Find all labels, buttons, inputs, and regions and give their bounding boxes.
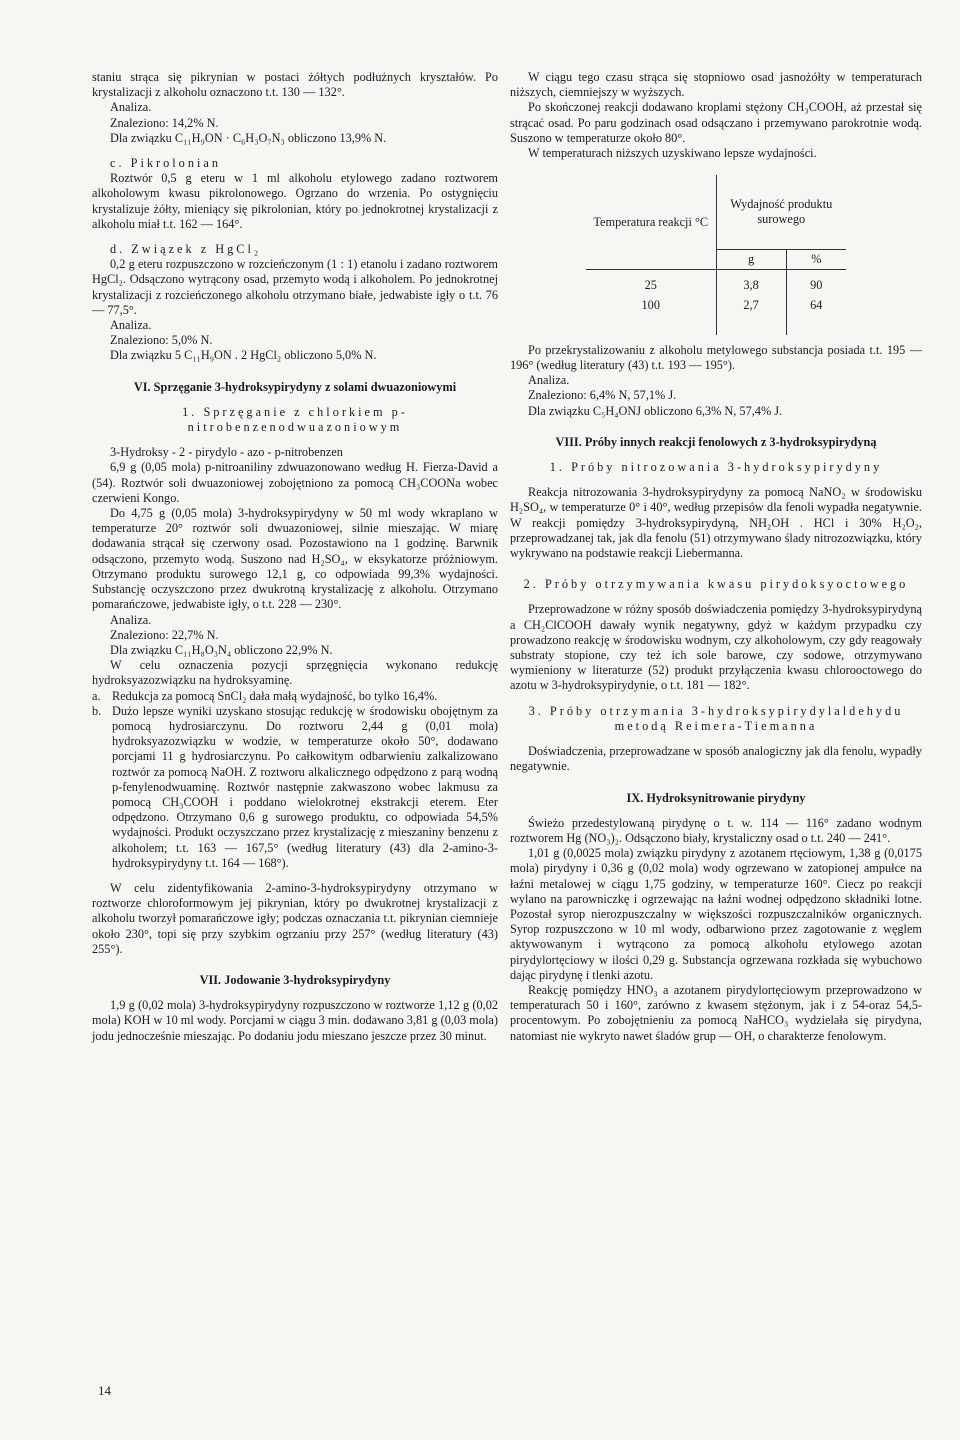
right-top-text bbox=[510, 70, 922, 161]
spacer bbox=[92, 435, 498, 445]
table-cell: 25 bbox=[586, 270, 716, 296]
spacer bbox=[510, 806, 922, 816]
subsection-heading: 1. Próby nitrozowania 3-hydroksypirydyny bbox=[549, 460, 883, 475]
paragraph: Dla związku C₁₁H₉ON · C₆H₃O₇N₃ obliczono 13,9% N. bbox=[110, 130, 387, 145]
section-heading: VII. Jodowanie 3-hydroksypirydyny bbox=[199, 972, 391, 987]
paragraph: Znaleziono: 14,2% N. bbox=[110, 115, 219, 130]
paragraph: Po przekrystalizowaniu z alkoholu metylowego substancja posiada t.t. 195 — 196° (według literatury (43) t.t. 193 — 195°). bbox=[510, 342, 922, 373]
spacer bbox=[510, 775, 922, 791]
list-item-text: Dużo lepsze wyniki uzyskano stosując redukcję w środowisku obojętnym za pomocą hydrosiarczynu. Do roztworu 2,44 g (0,01 mola) hydroksyazozwiązku w wodzie, w temperaturze około 50°, dodawano porcjami 11 g hydrosiarczynu. Po całkowitym odbarwieniu zalkalizowano roztwór za pomocą NaOH. Z roztworu alkalicznego odpędzono z parą wodną p-fenylenodwuaminę. Roztwór następnie zakwaszono wobec lakmusu za pomocą CH₃COOH i poddano wielokrotnej ekstrakcji eterem. Eter odpędzono. Otrzymano 0,6 g surowego produktu, co odpowiada 54,5% wydajności. Produkt oczyszczano przez krystalizację z mieszaniny benzenu z alkoholem; t.t. 163 — 167,5° (według literatury (43) dla 2-amino-3-hydroksypirydyny t.t. 164 — 168°). bbox=[112, 703, 498, 870]
yield-table bbox=[586, 175, 846, 335]
table-cell: 100 bbox=[586, 296, 716, 335]
table-header-pct: % bbox=[786, 250, 846, 270]
paragraph: 1,9 g (0,02 mola) 3-hydroksypirydyny rozpuszczono w roztworze 1,12 g (0,02 mola) KOH w 10 ml wody. Porcjami w ciągu 3 min. dodawano 3,81 g (0,03 mola) jodu jednocześnie mieszając. Po dodaniu jodu mieszano jeszcze przez 30 minut. bbox=[92, 998, 498, 1043]
paragraph: Reakcja nitrozowania 3-hydroksypirydyny za pomocą NaNO₂ w środowisku H₂SO₄, w temperaturze 0° i 40°, według przepisów dla fenoli wypadła negatywnie. W reakcji pomiędzy 3-hydroksypirydyną, NH₂OH . HCl i 30% H₂O₂, przeprowadzanej tak, jak dla fenolu (51) otrzymywano ślady nitrozozwiązku, który wykrywano na podstawie reakcji Liebermanna. bbox=[510, 485, 922, 561]
spacer bbox=[92, 395, 498, 405]
list-item bbox=[92, 704, 498, 871]
paragraph: W celu zidentyfikowania 2-amino-3-hydroksypirydyny otrzymano w roztworze chloroformowym jej pikrynian, który po dwukrotnej krystalizacji z alkoholu tworzył pomarańczowe igły; podczas oznaczania t.t. pikrynian ciemnieje około 230°, topi się przy szybkim ogrzaniu przy 257° (według literatury (43) 255°). bbox=[92, 880, 498, 956]
list-item-text: Redukcja za pomocą SnCl₂ dała małą wydajność, bo tylko 16,4%. bbox=[112, 688, 438, 703]
page-number: 14 bbox=[98, 1383, 111, 1398]
paragraph: Dla związku C₁₁H₈O₃N₄ obliczono 22,9% N. bbox=[110, 642, 333, 657]
spacer bbox=[510, 734, 922, 744]
spacer bbox=[92, 364, 498, 380]
section-heading: VI. Sprzęganie 3-hydroksypirydyny z solami dwuazoniowymi bbox=[133, 379, 457, 394]
paragraph: Po skończonej reakcji dodawano kroplami stężony CH₃COOH, aż przestał się strącać osad. Po paru godzinach osad odsączano i przemywano parokrotnie wodą. Suszono w temperaturze około 80°. bbox=[510, 100, 922, 145]
table-cell: 2,7 bbox=[716, 296, 786, 335]
table-cell: 90 bbox=[810, 278, 823, 293]
paragraph: Znaleziono: 5,0% N. bbox=[110, 333, 213, 348]
paragraph: Znaleziono: 6,4% N, 57,1% J. bbox=[528, 388, 677, 403]
subsection-heading: 2. Próby otrzymywania kwasu pirydoksyoctowego bbox=[523, 577, 909, 592]
subsection-heading: 3. Próby otrzymania 3-hydroksypirydylaldehydu metodą Reimera-Tiemanna bbox=[528, 703, 904, 733]
spacer bbox=[510, 475, 922, 485]
subsection-heading: c. Pikrolonian bbox=[110, 156, 221, 171]
paragraph: Świeżo przedestylowaną pirydynę o t. w. 114 — 116° zadano wodnym roztworem Hg (NO₃)₂. Odsączono biały, krystaliczny osad o t.t. 240 — 241°. bbox=[510, 815, 922, 845]
left-column bbox=[92, 70, 498, 1044]
table-row bbox=[586, 296, 846, 335]
paragraph: Dla związku 5 C₁₁H₉ON . 2 HgCl₂ obliczono 5,0% N. bbox=[110, 348, 377, 363]
paragraph: staniu strąca się pikrynian w postaci żółtych podłużnych kryształów. Po krystalizacji z alkoholu oznaczono t.t. 130 — 132°. bbox=[92, 70, 498, 100]
paragraph: Analiza. bbox=[110, 318, 152, 333]
spacer bbox=[510, 561, 922, 577]
paragraph: Analiza. bbox=[528, 373, 570, 388]
paragraph: 6,9 g (0,05 mola) p-nitroaniliny zdwuazonowano według H. Fierza-David a (54). Roztwór soli dwuazoniowej zobojętniono za pomocą CH₃COONa wobec czerwieni Kongo. bbox=[92, 460, 498, 505]
section-heading: VIII. Próby innych reakcji fenolowych z 3-hydroksypirydyną bbox=[555, 434, 877, 449]
subsection-heading: d. Związek z HgCl₂ bbox=[110, 242, 262, 257]
table-row bbox=[586, 270, 846, 296]
paragraph: Dla związku C₅H₄ONJ obliczono 6,3% N, 57,4% J. bbox=[528, 403, 783, 418]
paragraph: Znaleziono: 22,7% N. bbox=[110, 627, 219, 642]
paragraph: Roztwór 0,5 g eteru w 1 ml alkoholu etylowego zadano roztworem alkoholowym kwasu pikrolonowego. Ogrzano do wrzenia. Po ostygnięciu krystalizuje żółty, mieniący się pikrolonian, który po jednokrotnej krystalizacji z alkoholu miał t.t. 162 — 164°. bbox=[92, 171, 498, 231]
spacer bbox=[92, 146, 498, 156]
paragraph: Analiza. bbox=[110, 100, 152, 115]
paragraph: W ciągu tego czasu strąca się stopniowo osad jasnożółty w temperaturach niższych, ciemniejszy w wyższych. bbox=[510, 70, 922, 100]
spacer bbox=[92, 957, 498, 973]
paragraph: Przeprowadzone w różny sposób doświadczenia pomiędzy 3-hydroksypirydyną a CH₂ClCOOH dawały wynik negatywny, gdyż w każdym przypadku czy prowadzono reakcję w środowisku wodnym, czy alkoholowym, czy gdy reagowały substraty stopione, czy też ich sole barowe, czy sodowe, otrzymywano wymieniony w literaturze (52) produkt przyłączenia kwasu chlorooctowego do azotu w 3-hydroksypirydynie, o t.t. 181 — 182°. bbox=[510, 602, 922, 693]
paragraph: 1,01 g (0,0025 mola) związku pirydyny z azotanem rtęciowym, 1,38 g (0,0175 mola) pirydyny i 0,36 g (0,02 mola) wody ogrzewano w zatopionej ampułce na łaźni metalowej w ciągu 1,75 godziny, w temperaturze 160°. Ciecz po reakcji wylano na parowniczkę i ogrzewając na łaźni wodnej odpędzono składniki lotne. Pozostał syrop nierozpuszczalny w większości rozpuszczalników organicznych. Syrop rozpuszczono w 10 ml wody, odbarwiono przez zagotowanie z węglem aktywowanym i wytrącono za pomocą alkoholu etylowego azotan pirydylortęciowy w ilości 0,29 g. Substancja ogrzewana rozkłada się wybuchowo dając pirydynę i tlenki azotu. bbox=[510, 846, 922, 982]
paragraph: Doświadczenia, przeprowadzane w sposób analogiczny jak dla fenolu, wypadły negatywnie. bbox=[510, 744, 922, 774]
table-header-g: g bbox=[716, 250, 786, 270]
paragraph: W temperaturach niższych uzyskiwano lepsze wydajności. bbox=[528, 146, 817, 161]
paragraph: 0,2 g eteru rozpuszczono w rozcieńczonym (1 : 1) etanolu i zadano roztworem HgCl₂. Odsączono wytrącony osad, przemyto wodą i alkoholem. Po jednokrotnej krystalizacji z rozcieńczonego alkoholu otrzymano białe, jedwabiste igły o t.t. 76 — 77,5°. bbox=[92, 257, 498, 317]
section-heading: IX. Hydroksynitrowanie pirydyny bbox=[626, 790, 806, 805]
list-item-label: b. bbox=[92, 703, 102, 718]
table-cell: 64 bbox=[810, 297, 823, 312]
spacer bbox=[92, 871, 498, 881]
paragraph: 3-Hydroksy - 2 - pirydylo - azo - p-nitrobenzen bbox=[110, 445, 343, 460]
spacer bbox=[510, 450, 922, 460]
right-column bbox=[510, 70, 922, 1044]
paragraph: W celu oznaczenia pozycji sprzęgnięcia wykonano redukcję hydroksyazozwiązku na hydroksyaminę. bbox=[92, 658, 498, 688]
spacer bbox=[510, 592, 922, 602]
paragraph: Reakcję pomiędzy HNO₃ a azotanem pirydylortęciowym przeprowadzono w temperaturach 50 i 160°, zarówno z kwasem stężonym, jak i z 54-oraz 54,5-procentowym. Po zobojętnieniu za pomocą NaHCO₃ wydzielała się pirydyna, natomiast nie wykryto nawet śladów grup — OH, o charakterze fenolowym. bbox=[510, 982, 922, 1043]
spacer bbox=[92, 232, 498, 242]
spacer bbox=[92, 988, 498, 998]
paragraph: Do 4,75 g (0,05 mola) 3-hydroksypirydyny w 50 ml wody wkraplano w temperaturze 20° roztwór soli dwuazoniowej, silnie mieszając. W miarę dodawania strącał się czerwony osad. Pozostawiono na 1 godzinę. Barwnik odsączono, przemyto wodą. Suszono nad H₂SO₄, w eksykatorze próżniowym. Otrzymano produktu surowego 12,1 g, co odpowiada 99,3% wydajności. Substancję oczyszczono przez dwukrotną krystalizację z alkoholu. Otrzymano pomarańczowe, jedwabiste igły, o t.t. 228 — 230°. bbox=[92, 506, 498, 612]
spacer bbox=[510, 419, 922, 435]
table-header-yield: Wydajność produktu surowego bbox=[716, 175, 846, 250]
subsection-heading: 1. Sprzęganie z chlorkiem p-nitrobenzenodwuazoniowym bbox=[182, 404, 408, 435]
paragraph: Analiza. bbox=[110, 612, 152, 627]
table-cell: 3,8 bbox=[716, 270, 786, 296]
list-item-label: a. bbox=[92, 688, 101, 703]
table-header-temperature: Temperatura reakcji °C bbox=[586, 175, 716, 270]
list-item bbox=[92, 689, 498, 704]
right-bottom-text bbox=[510, 343, 922, 1044]
spacer bbox=[510, 694, 922, 704]
